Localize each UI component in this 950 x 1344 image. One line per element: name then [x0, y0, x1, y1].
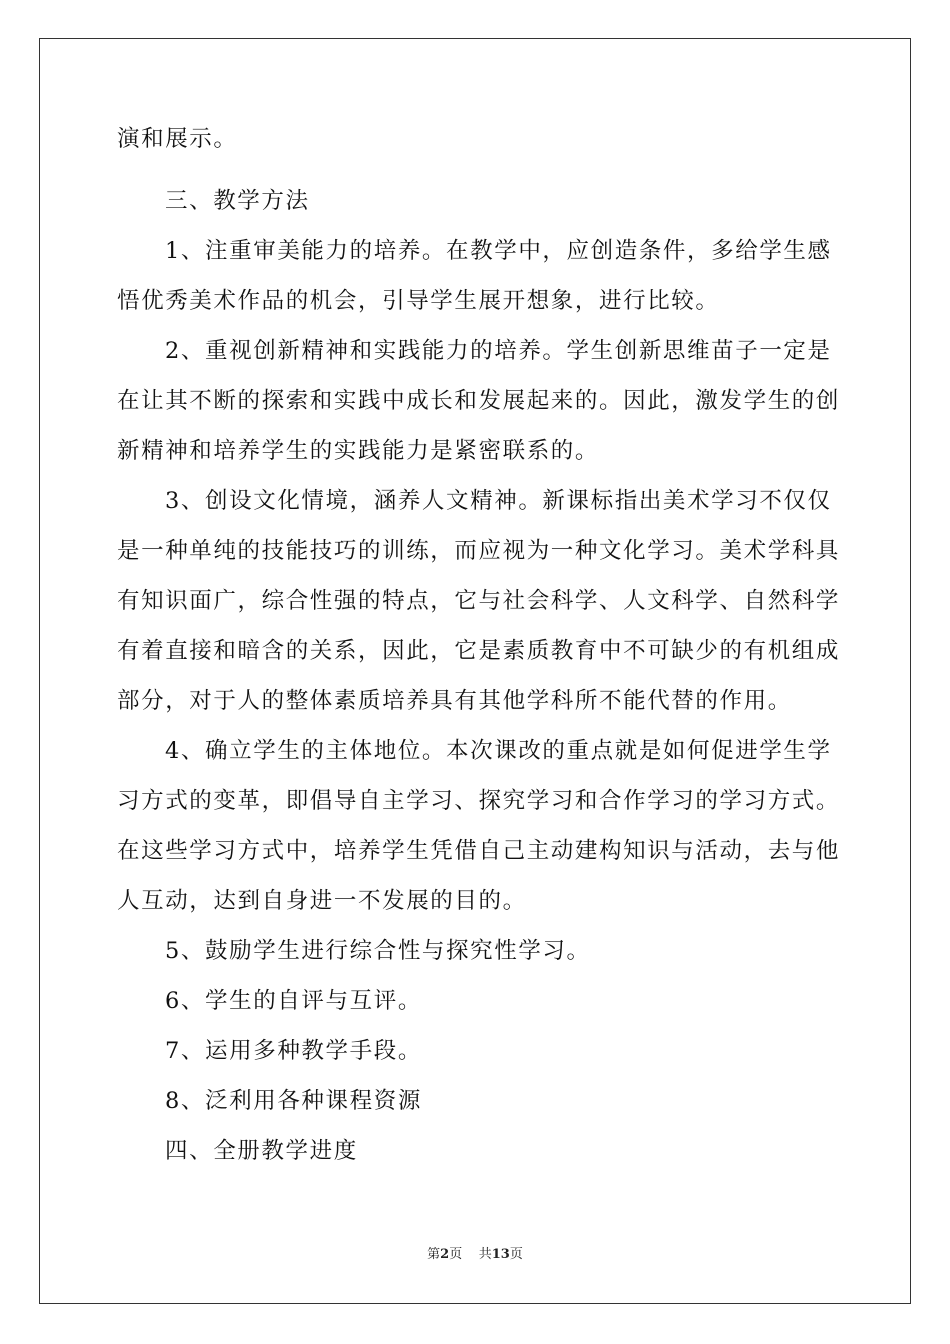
paragraph-start: 1、注重审美能力的培养。在教学中，应创造条件，多给学生感: [165, 238, 832, 264]
text-line: 习方式的变革，即倡导自主学习、探究学习和合作学习的学习方式。: [117, 788, 841, 814]
total-pages: 13: [491, 1247, 510, 1262]
page-footer: [0, 1246, 950, 1264]
list-item: 5、鼓励学生进行综合性与探究性学习。: [165, 938, 591, 964]
paragraph-start: 4、确立学生的主体地位。本次课改的重点就是如何促进学生学: [165, 738, 832, 764]
text-line: 在这些学习方式中，培养学生凭借自己主动建构知识与活动，去与他: [117, 838, 841, 864]
text-line: 是一种单纯的技能技巧的训练，而应视为一种文化学习。美术学科具: [117, 538, 841, 564]
paragraph-start: 2、重视创新精神和实践能力的培养。学生创新思维苗子一定是: [165, 338, 832, 364]
text-line: 在让其不断的探索和实践中成长和发展起来的。因此，激发学生的创: [117, 388, 841, 414]
text-line: 人互动，达到自身进一不发展的目的。: [117, 888, 527, 914]
page-prefix: 第: [427, 1247, 441, 1262]
text-line: 有知识面广，综合性强的特点，它与社会科学、人文科学、自然科学: [117, 588, 841, 614]
text-line: 部分，对于人的整体素质培养具有其他学科所不能代替的作用。: [117, 688, 792, 714]
list-item: 7、运用多种教学手段。: [165, 1038, 422, 1064]
section-heading: 四、全册教学进度: [165, 1138, 358, 1164]
text-line: 有着直接和暗含的关系，因此，它是素质教育中不可缺少的有机组成: [117, 638, 841, 664]
page-suffix: 页: [449, 1247, 463, 1262]
text-line: 悟优秀美术作品的机会，引导学生展开想象，进行比较。: [117, 288, 720, 314]
list-item: 8、泛利用各种课程资源: [165, 1088, 422, 1114]
text-line: 新精神和培养学生的实践能力是紧密联系的。: [117, 438, 600, 464]
total-prefix: 共: [478, 1247, 492, 1262]
section-heading: 三、教学方法: [165, 188, 310, 214]
paragraph-start: 3、创设文化情境，涵养人文精神。新课标指出美术学习不仅仅: [165, 488, 832, 514]
list-item: 6、学生的自评与互评。: [165, 988, 422, 1014]
text-line: 演和展示。: [117, 126, 238, 152]
total-suffix: 页: [509, 1247, 523, 1262]
page-number: 2: [440, 1247, 450, 1262]
